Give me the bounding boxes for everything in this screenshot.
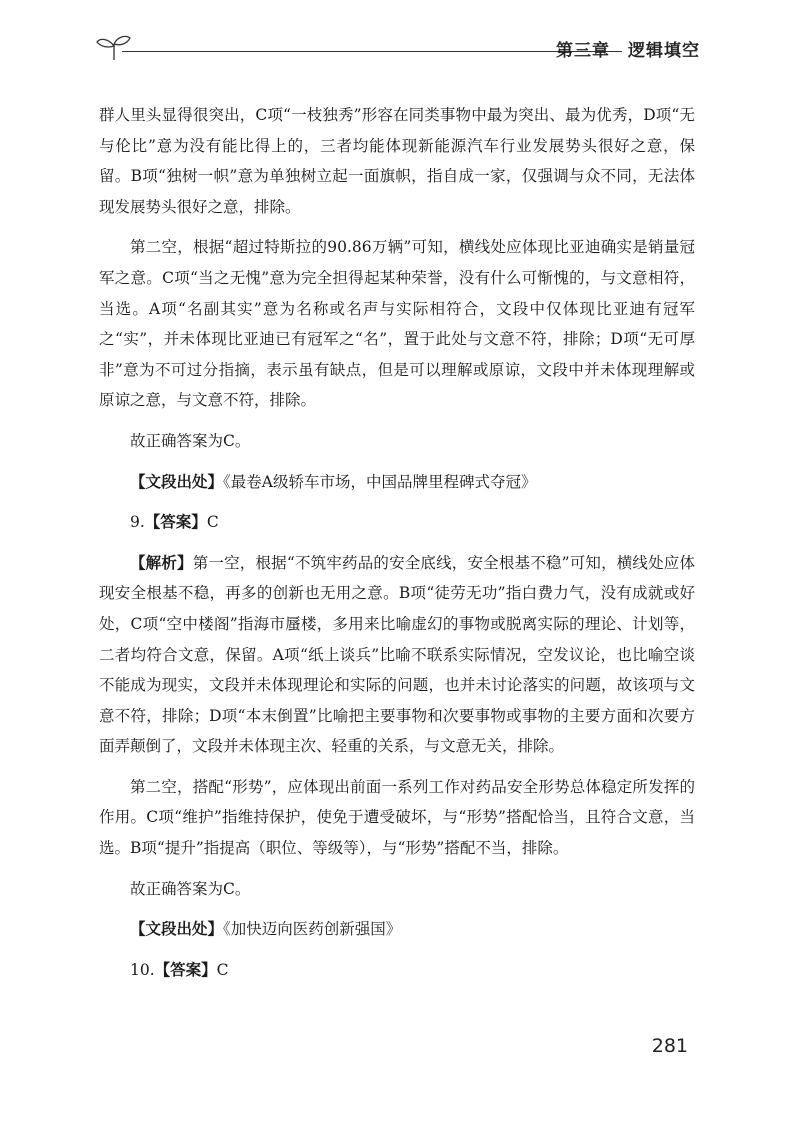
paragraph-source xyxy=(99,467,695,498)
answer-tag: 【答案】 xyxy=(154,960,217,979)
paragraph-second-blank-9: 第二空，搭配“形势”，应体现出前面一系列工作对药品安全形势总体稳定所发挥的作用。C项“维护”指维持保护，使免于遭受破坏，与“形势”搭配恰当，且符合文意，当选。B项“提升”指提高（职位、等级等），与“形势”搭配不当，排除。 xyxy=(99,777,695,858)
analysis-tag: 【解析】 xyxy=(130,553,193,572)
source-tag: 【文段出处】 xyxy=(130,472,224,491)
header-rule xyxy=(122,51,622,52)
page-body xyxy=(99,100,695,995)
page-number: 281 xyxy=(651,1035,688,1057)
chapter-title: 第三章 逻辑填空 xyxy=(556,41,700,61)
analysis-text: 第一空，根据“不筑牢药品的安全底线，安全根基不稳”可知，横线处应体现安全根基不稳，再多的创新也无用之意。B项“徒劳无功”指白费力气，没有成就或好处，C项“空中楼阁”指海市蜃楼，多用来比喻虚幻的事物或脱离实际的理论、计划等，二者均符合文意，保留。A项“纸上谈兵”比喻不联系实际情况，空发议论，也比喻空谈不能成为现实，文段并未体现理论和实际的问题，也并未讨论落实的问题，故该项与文意不符，排除；D项“本末倒置”比喻把主要事物和次要事物或事物的主要方面和次要方面弄颠倒了，文段并未体现主次、轻重的关系，与文意无关，排除。 xyxy=(99,553,695,756)
source-text: 《加快迈向医药创新强国》 xyxy=(223,920,402,939)
paragraph-answer-conclusion: 故正确答案为C。 xyxy=(130,431,251,450)
question-number: 10. xyxy=(130,960,155,979)
paragraph-second-blank: 第二空，根据“超过特斯拉的90.86万辆”可知，横线处应体现比亚迪确实是销量冠军之意。C项“当之无愧”意为完全担得起某种荣誉，没有什么可惭愧的，与文意相符，当选。A项“名副其实”意为名称或名声与实际相符合，文段中仅体现比亚迪有冠军之“实”，并未体现比亚迪已有冠军之“名”，置于此处与文意不符，排除；D项“无可厚非”意为不可过分指摘，表示虽有缺点，但是可以理解或原谅，文段中并未体现理解或原谅之意，与文意不符，排除。 xyxy=(99,238,695,410)
answer-value: C xyxy=(216,960,229,979)
paragraph-answer-conclusion-9: 故正确答案为C。 xyxy=(130,879,251,898)
question-number: 9. xyxy=(130,513,145,532)
paragraph-analysis xyxy=(99,548,695,762)
question-10-answer xyxy=(99,955,695,986)
answer-value: C xyxy=(206,513,219,532)
answer-tag: 【答案】 xyxy=(144,513,207,532)
question-9-answer xyxy=(99,507,695,538)
page-header xyxy=(86,30,706,64)
source-text: 《最卷A级轿车市场，中国品牌里程碑式夺冠》 xyxy=(223,472,537,491)
source-tag: 【文段出处】 xyxy=(130,920,224,939)
sprout-icon xyxy=(92,32,136,62)
paragraph-source-9 xyxy=(99,914,695,945)
paragraph-continuation: 群人里头显得很突出，C项“一枝独秀”形容在同类事物中最为突出、最为优秀，D项“无与伦比”意为没有能比得上的，三者均能体现新能源汽车行业发展势头很好之意，保留。B项“独树一帜”意为单独树立起一面旗帜，指自成一家，仅强调与众不同，无法体现发展势头很好之意，排除。 xyxy=(99,106,695,216)
